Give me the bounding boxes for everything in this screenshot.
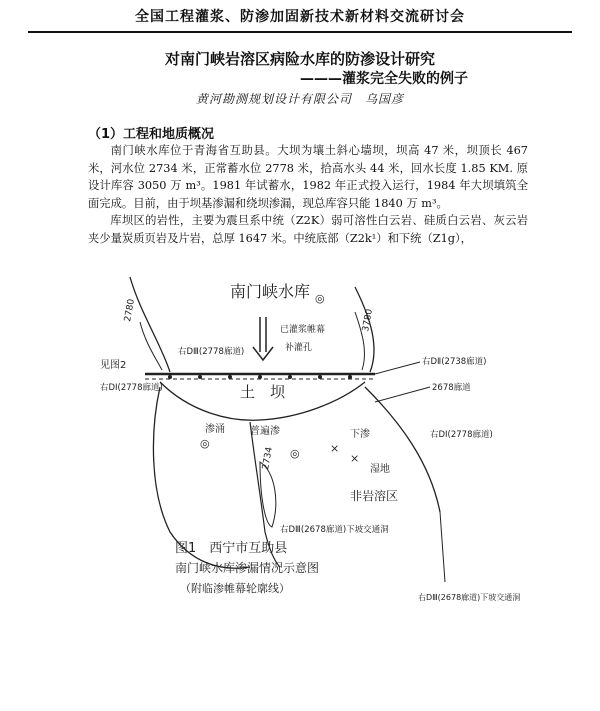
right-bottom-tunnel-line xyxy=(440,512,445,582)
right-tunnel-upper-label: 右DⅡ(2738廊道) xyxy=(422,357,487,367)
figure-caption-line3: （附临渗帷幕轮廓线） xyxy=(180,582,290,595)
right-tunnel-2678-label: 2678廊道 xyxy=(432,383,471,393)
paragraph-1 xyxy=(88,142,528,212)
paragraph-2 xyxy=(88,212,528,247)
river-island xyxy=(260,462,276,527)
spring-mark: ◎ xyxy=(200,437,210,450)
grouting-arrow xyxy=(253,317,273,360)
non-karst-label: 非岩溶区 xyxy=(350,489,399,503)
paragraph-1-text: 南门峡水库位于青海省互助县。大坝为壤土斜心墙坝，坝高 47 米，坝顶长 467 米，河水位 2734 米，正常蓄水位 2778 米，拾高水头 44 米，回水长度 1.85 KM. 原设计库容 3050 万 m³。1981 年试蓄水，1982 年正式投入运行，1984 年大坝填筑全面完成。目前，由于坝基渗漏和绕坝渗漏，现总库容只能 1840 万 m³。 xyxy=(88,144,528,210)
seepage-sketch-figure xyxy=(100,262,520,622)
grout-hole-label: 补灌孔 xyxy=(285,343,313,353)
section-heading: （1）工程和地质概况 xyxy=(88,127,215,142)
reservoir-mark: ◎ xyxy=(315,292,325,305)
elevation-2734-label: 2734 xyxy=(261,446,275,471)
right-bottom-tunnel-label: 右DⅢ(2678廊道)下坡交通洞 xyxy=(418,593,520,602)
x-mark: × xyxy=(330,442,340,455)
right-tunnel-mid-label: 右DⅠ(2778廊道) xyxy=(430,430,493,440)
figure-caption-line2: 南门峡水库渗漏情况示意图 xyxy=(175,561,320,575)
paragraph-2-text: 库坝区的岩性，主要为震旦系中统（Z2K）弱可溶性白云岩、硅质白云岩、灰云岩夹少量炭质页岩及片岩，总厚 1647 米。中统底部（Z2k¹）和下统（Z1g）， xyxy=(88,214,528,245)
left-tunnel-lower-label: 右DⅠ(2778廊道) xyxy=(100,383,163,393)
dam-label: 土 坝 xyxy=(240,383,286,401)
paper-author: 黄河勘测规划设计有限公司 乌国彦 xyxy=(195,92,404,106)
bottom-tunnel-label: 右DⅢ(2678廊道)下坡交通洞 xyxy=(280,525,389,535)
conference-header: 全国工程灌浆、防渗加固新技术新材料交流研讨会 xyxy=(28,6,572,33)
seep-right-label: 下渗 xyxy=(350,429,370,440)
spring-left-label: 渗涌 xyxy=(205,424,225,435)
right-tunnel-line xyxy=(375,362,420,374)
left-tunnel-upper-label: 右DⅢ(2778廊道) xyxy=(178,347,245,357)
reservoir-left-bank xyxy=(130,277,170,372)
reservoir-label: 南门峡水库 xyxy=(230,282,311,301)
spring-mid-label: 普遍渗 xyxy=(250,426,280,437)
paper-title: 对南门峡岩溶区病险水库的防渗设计研究 xyxy=(164,50,435,68)
grout-curtain-label: 已灌浆帷幕 xyxy=(280,325,326,335)
seep-mark: ◎ xyxy=(290,447,300,460)
ref-figure2-label: 见图2 xyxy=(100,360,127,371)
paper-subtitle: ———灌浆完全失败的例子 xyxy=(300,71,468,87)
grout-hole-dots xyxy=(168,375,352,379)
figure-caption-line1: 图1 西宁市互助县 xyxy=(175,541,288,556)
right-tunnel-2678-line xyxy=(375,387,430,402)
wetland-label: 湿地 xyxy=(370,464,390,475)
elevation-2780-label: 2780 xyxy=(123,298,137,323)
x-mark-2: × xyxy=(350,452,360,465)
elevation-3780-label: 3780 xyxy=(361,308,375,333)
header-rule xyxy=(28,31,572,32)
